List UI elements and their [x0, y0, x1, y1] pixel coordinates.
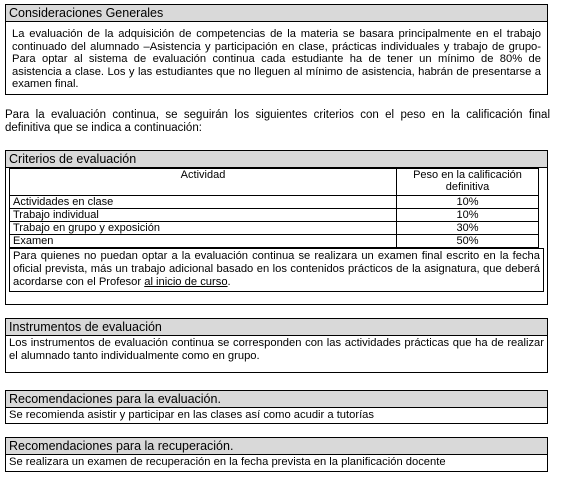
col-actividad-header: Actividad: [10, 169, 397, 196]
row-peso: 10%: [397, 209, 539, 222]
col-peso-header: Peso en la calificación definitiva: [397, 169, 539, 196]
criterios-note: [9, 248, 544, 292]
consideraciones-title: Consideraciones Generales: [6, 5, 547, 22]
criterios-table: [9, 168, 539, 248]
row-actividad: Trabajo individual: [10, 209, 397, 222]
row-actividad: Actividades en clase: [10, 196, 397, 209]
table-row: [10, 196, 539, 209]
recomendaciones-eval-section: [5, 390, 548, 424]
criterios-section: [5, 150, 548, 305]
row-actividad: Trabajo en grupo y exposición: [10, 222, 397, 235]
row-peso: 10%: [397, 196, 539, 209]
row-peso: 50%: [397, 235, 539, 248]
instrumentos-title: Instrumentos de evaluación: [6, 319, 547, 336]
criterios-note-text: Para quienes no puedan optar a la evaluación continua se realizara un examen final escrito en la fecha oficial prevista, más un trabajo adicional basado en los contenidos prácticos de la asignatura, que deberá acordarse con el Profesor: [13, 250, 540, 288]
row-actividad: Examen: [10, 235, 397, 248]
instrumentos-text: Los instrumentos de evaluación continua se corresponden con las actividades prácticas que ha de realizar el alumnado tanto individualmente como en grupo.: [9, 337, 544, 362]
recomendaciones-eval-title: Recomendaciones para la evaluación.: [6, 391, 547, 408]
table-row: [10, 235, 539, 248]
criterios-title: Criterios de evaluación: [6, 151, 547, 168]
recomendaciones-recup-title: Recomendaciones para la recuperación.: [6, 438, 547, 455]
recomendaciones-recup-section: [5, 437, 548, 472]
recomendaciones-eval-text: Se recomienda asistir y participar en las clases así como acudir a tutorías: [9, 409, 374, 421]
intro-paragraph: Para la evaluación continua, se seguirán los siguientes criterios con el peso en la calificación final definitiva que se indica a continuación:: [5, 109, 550, 134]
criterios-note-end: .: [227, 276, 231, 288]
table-row: [10, 222, 539, 235]
table-row: [10, 209, 539, 222]
recomendaciones-recup-text: Se realizara un examen de recuperación en la fecha prevista en la planificación docente: [9, 456, 446, 468]
row-peso: 30%: [397, 222, 539, 235]
instrumentos-section: [5, 318, 548, 373]
consideraciones-text: La evaluación de la adquisición de competencias de la materia se basara principalmente en el trabajo continuado del alumnado –Asistencia y participación en clase, prácticas individuales y trabajo de grupo- Para optar al sistema de evaluación continua cada estudiante ha de tener un mínimo de 80% de asistencia a clase. Los y las estudiantes que no lleguen al mínimo de asistencia, habrán de presentarse a examen final.: [12, 28, 541, 90]
criterios-note-link: al inicio de curso: [144, 276, 228, 288]
consideraciones-section: [5, 4, 548, 95]
